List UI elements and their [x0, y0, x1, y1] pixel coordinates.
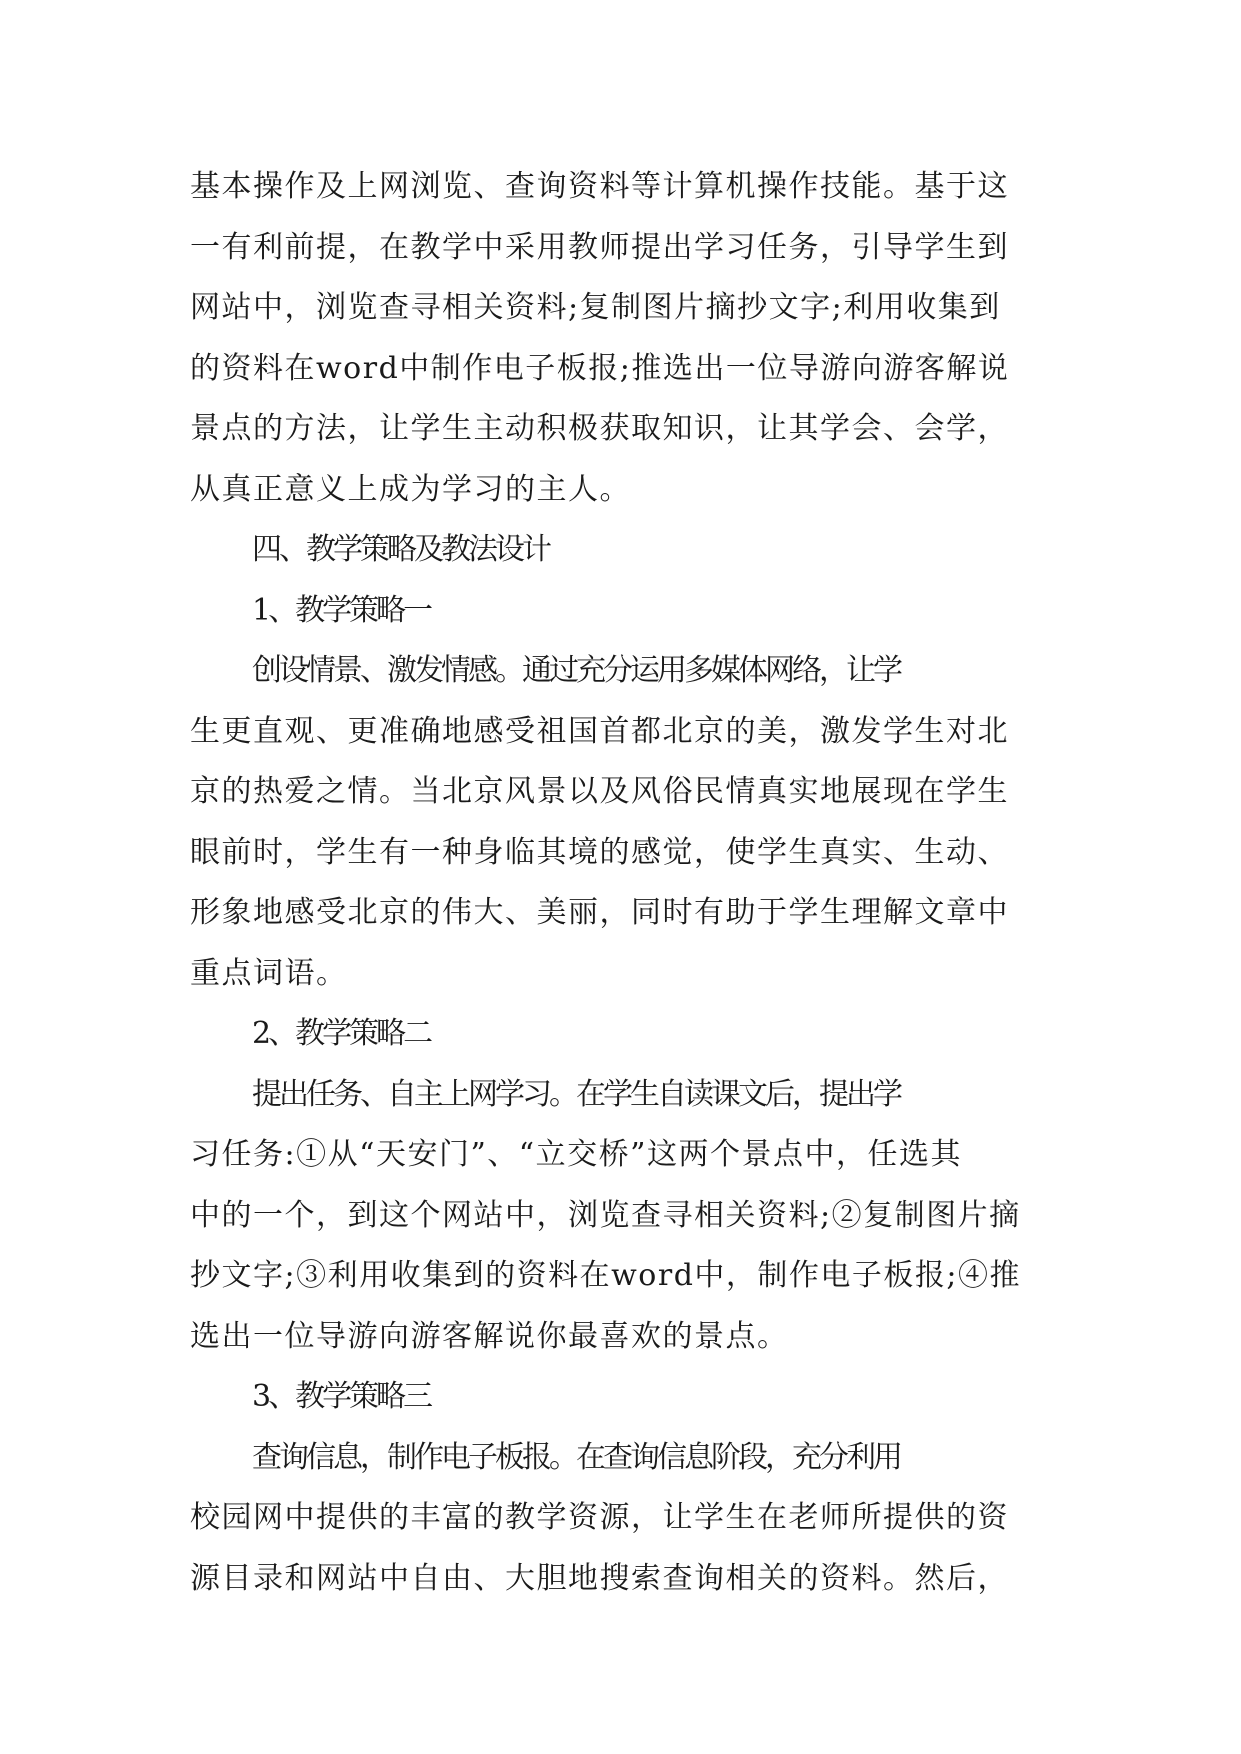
- text-line: 形象地感受北京的伟大、美丽，同时有助于学生理解文章中: [190, 895, 1009, 930]
- text-line: 重点词语。: [190, 955, 348, 991]
- text-line: 网站中，浏览查寻相关资料;复制图片摘抄文字;利用收集到: [190, 290, 1001, 325]
- text-line: 提出任务、自主上网学习。在学生自读课文后，提出学: [252, 1076, 900, 1112]
- text-line: 抄文字;③利用收集到的资料在word中，制作电子板报;④推: [190, 1258, 1021, 1293]
- text-line: 一有利前提，在教学中采用教师提出学习任务，引导学生到: [190, 229, 1009, 265]
- text-line: 的资料在word中制作电子板报;推选出一位导游向游客解说: [190, 350, 1010, 386]
- text-line: 中的一个，到这个网站中，浏览查寻相关资料;②复制图片摘: [190, 1197, 1021, 1233]
- text-line: 校园网中提供的丰富的教学资源，让学生在老师所提供的资: [190, 1500, 1009, 1535]
- text-line: 源目录和网站中自由、大胆地搜索查询相关的资料。然后，: [190, 1560, 1009, 1596]
- text-line: 生更直观、更准确地感受祖国首都北京的美，激发学生对北: [190, 713, 1009, 749]
- text-line: 京的热爱之情。当北京风景以及风俗民情真实地展现在学生: [190, 774, 1009, 809]
- document-body: [190, 157, 1070, 1609]
- text-line: 基本操作及上网浏览、查询资料等计算机操作技能。基于这: [190, 169, 1009, 204]
- text-line: 查询信息，制作电子板报。在查询信息阶段，充分利用: [252, 1439, 900, 1475]
- text-line: 眼前时，学生有一种身临其境的感觉，使学生真实、生动、: [190, 834, 1009, 870]
- text-line: 景点的方法，让学生主动积极获取知识，让其学会、会学，: [190, 411, 1009, 446]
- text-line: 选出一位导游向游客解说你最喜欢的景点。: [190, 1318, 789, 1354]
- text-line: 2、教学策略二: [252, 1016, 431, 1051]
- text-line: 习任务:①从“天安门”、“立交桥”这两个景点中，任选其: [190, 1137, 962, 1172]
- text-line: 1、教学策略一: [252, 592, 431, 628]
- text-line: 3、教学策略三: [252, 1379, 431, 1414]
- text-line: 创设情景、激发情感。通过充分运用多媒体网络，让学: [252, 653, 900, 688]
- text-line: 从真正意义上成为学习的主人。: [190, 471, 631, 507]
- text-line: 四、教学策略及教法设计: [252, 532, 549, 567]
